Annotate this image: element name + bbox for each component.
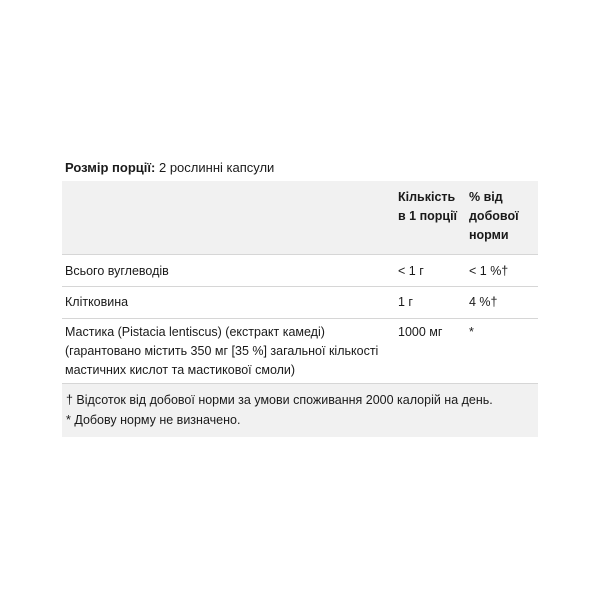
row-name-line2: (гарантовано містить 350 мг [35 %] загальної кількості — [65, 344, 379, 358]
serving-size — [62, 159, 538, 181]
footnotes — [62, 383, 538, 437]
header-nutrient — [62, 181, 394, 255]
nutrition-table — [62, 181, 538, 383]
row-name: Всього вуглеводів — [62, 255, 394, 287]
header-amount-line2: в 1 порції — [398, 209, 458, 223]
table-row — [62, 319, 538, 383]
table-row — [62, 287, 538, 319]
row-name-line1: Мастика (Pistacia lentiscus) (екстракт камеді) — [65, 325, 325, 339]
footnote-daily-value: † Відсоток від добової норми за умови споживання 2000 калорій на день. — [66, 392, 493, 407]
row-name: Клітковина — [62, 287, 394, 319]
table-header-row — [62, 181, 538, 255]
header-dv-line1: % від — [469, 190, 503, 204]
row-name-line3: мастичних кислот та мастикової смоли) — [65, 363, 296, 377]
footnote-not-established: * Добову норму не визначено. — [66, 412, 241, 427]
header-daily-value — [468, 181, 538, 255]
row-daily-value: < 1 %† — [468, 255, 538, 287]
row-daily-value: * — [468, 319, 538, 383]
serving-size-label: Розмір порції: — [65, 160, 156, 175]
header-dv-line2: добової — [469, 209, 519, 223]
header-amount — [394, 181, 468, 255]
header-dv-line3: норми — [469, 228, 509, 242]
supplement-facts-panel — [62, 159, 538, 437]
row-amount: < 1 г — [394, 255, 468, 287]
row-daily-value: 4 %† — [468, 287, 538, 319]
header-amount-line1: Кількість — [398, 190, 456, 204]
serving-size-value: 2 рослинні капсули — [158, 160, 275, 175]
table-row — [62, 255, 538, 287]
row-amount: 1000 мг — [394, 319, 468, 383]
row-amount: 1 г — [394, 287, 468, 319]
row-name — [62, 319, 394, 383]
